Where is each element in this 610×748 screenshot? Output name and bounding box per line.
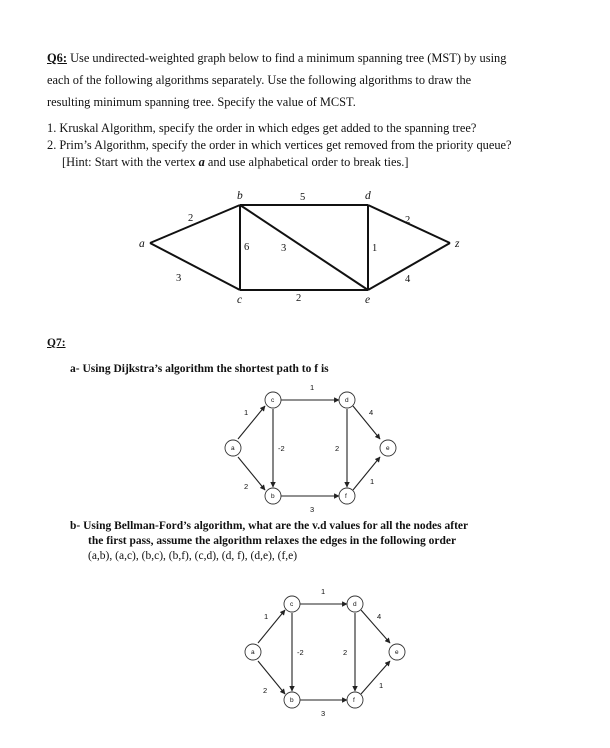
- q7b-edge-f-e: [361, 661, 390, 694]
- q7b-node-f: [347, 692, 363, 708]
- q7b-weight-a-b: 2: [263, 686, 268, 695]
- q7a-weight-c-b: -2: [278, 444, 285, 453]
- q7a-weight-d-f: 2: [335, 444, 340, 453]
- q7b-edge-a-c: [258, 610, 285, 643]
- q6-weight-d-z: 2: [405, 215, 411, 226]
- q7a-weight-a-c: 1: [244, 408, 249, 417]
- q7a-weight-d-e: 4: [369, 408, 374, 417]
- q7b-weight-d-e: 4: [377, 612, 382, 621]
- q6-label: Q6:: [47, 51, 67, 65]
- q7b-weight-f-e: 1: [379, 681, 384, 690]
- q6-vertex-a: a: [139, 238, 145, 250]
- q7-part-b-line-3: (a,b), (a,c), (b,c), (b,f), (c,d), (d, f), (d,e), (f,e): [88, 550, 298, 562]
- q6-hint-pre: [Hint: Start with the vertex: [62, 155, 199, 169]
- q7-part-b-line-1: b- Using Bellman-Ford’s algorithm, what are the v.d values for all the nodes after: [70, 520, 469, 532]
- q6-item-kruskal: 1. Kruskal Algorithm, specify the order in which edges get added to the spanning tree?: [47, 121, 477, 135]
- q6-vertex-b: b: [237, 190, 243, 202]
- q6-vertex-z: z: [455, 238, 460, 250]
- q7b-node-b-label: b: [290, 697, 294, 704]
- q7a-weight-c-d: 1: [310, 383, 315, 392]
- q7a-weight-f-e: 1: [370, 477, 375, 486]
- q7a-node-f-label: f: [345, 493, 347, 500]
- q7a-node-e-label: e: [386, 445, 390, 452]
- q7b-weight-d-f: 2: [343, 648, 348, 657]
- q7b-weight-c-b: -2: [297, 648, 304, 657]
- q7-part-a: a- Using Dijkstra’s algorithm the shortest path to f is: [70, 363, 329, 375]
- q7b-node-c-label: c: [290, 601, 294, 608]
- q7b-node-a-label: a: [251, 649, 255, 656]
- q7-part-b-line-2: the first pass, assume the algorithm relaxes the edges in the following order: [88, 535, 457, 547]
- q7b-edge-d-e: [361, 610, 390, 643]
- q6-weight-a-c: 3: [176, 273, 182, 284]
- q7a-weight-b-f: 3: [310, 505, 315, 514]
- q7b-node-e-label: e: [395, 649, 399, 656]
- q6-hint-post: and use alphabetical order to break ties.]: [204, 155, 409, 169]
- q6-weight-d-e: 1: [372, 243, 378, 254]
- q7a-weight-a-b: 2: [244, 482, 249, 491]
- q7b-weight-b-f: 3: [321, 709, 326, 718]
- q7-label: Q7:: [47, 337, 66, 349]
- q6-weight-a-b: 2: [188, 213, 194, 224]
- q6-weight-b-d: 5: [300, 192, 306, 203]
- q7b-node-f-label: f: [353, 697, 355, 704]
- q7a-node-a-label: a: [231, 445, 235, 452]
- q6-weight-e-z: 4: [405, 274, 411, 285]
- q7a-node-c-label: c: [271, 397, 275, 404]
- q6-vertex-d: d: [365, 190, 371, 202]
- q7a-node-b-label: b: [271, 493, 275, 500]
- q6-weight-b-e: 3: [281, 243, 287, 254]
- q6-vertex-e: e: [365, 294, 371, 306]
- q7a-node-d-label: d: [345, 397, 349, 404]
- q6-question-line-3: resulting minimum spanning tree. Specify the value of MCST.: [47, 95, 356, 109]
- q6-question-line-2: each of the following algorithms separately. Use the following algorithms to draw the: [47, 73, 472, 87]
- q6-weight-b-c: 6: [244, 242, 250, 253]
- q7b-weight-c-d: 1: [321, 587, 326, 596]
- q7b-node-d-label: d: [353, 601, 357, 608]
- q6-weight-c-e: 2: [296, 293, 302, 304]
- q7b-weight-a-c: 1: [264, 612, 269, 621]
- q6-line-1-text: Use undirected-weighted graph below to find a minimum spanning tree (MST) by using: [66, 51, 507, 65]
- q6-vertex-c: c: [237, 294, 243, 306]
- q6-hint-vertex: a: [198, 155, 205, 169]
- q6-item-prim: 2. Prim’s Algorithm, specify the order in which vertices get removed from the priority queue?: [47, 138, 512, 152]
